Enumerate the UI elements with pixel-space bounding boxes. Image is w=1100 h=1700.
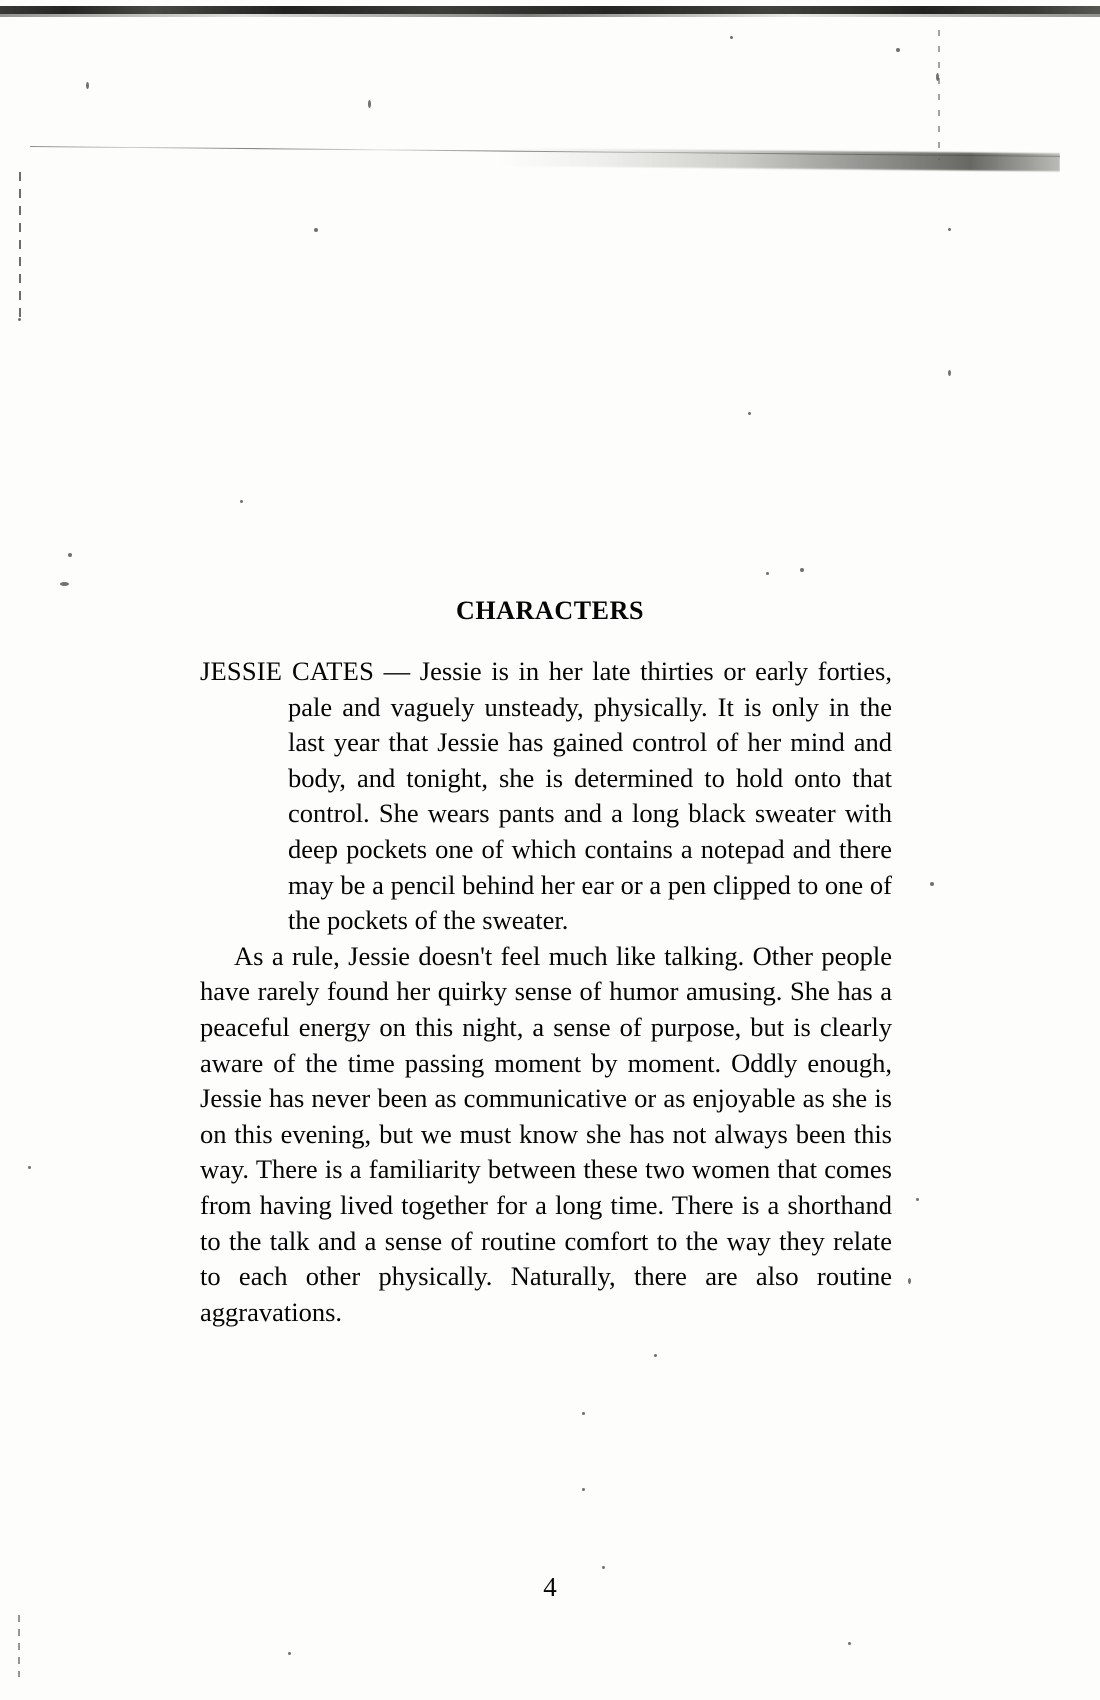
page-number: 4 [543,1572,557,1602]
character-description-block [200,654,892,1330]
character-second-paragraph: As a rule, Jessie doesn't feel much like talking. Other people have rarely found her quirky sense of humor amusing. She has a peaceful energy on this night, a sense of purpose, but is clearly aware of the time passing moment by moment. Oddly enough, Jessie has never been as communicative or as enjoyable as she is on this evening, but we must know she has not always been this way. There is a familiarity between these two women that comes from having lived together for a long time. There is a shorthand to the talk and a sense of routine comfort to the way they relate to each other physically. Naturally, there are also routine aggravations. [200,940,892,1327]
character-name: JESSIE CATES [200,656,375,686]
character-name-dash: — [374,656,420,686]
page-title: CHARACTERS [455,596,645,625]
character-description-text: Jessie is in her late thirties or early forties, pale and vaguely unsteady, physically. It is only in the last year that Jessie has gained control of her mind and body, and tonight, she is determined to hold onto that control. She wears pants and a long black sweater with deep pockets one of which contains a notepad and there may be a pencil behind her ear or a pen clipped to one of the pockets of the sweater. [288,656,892,936]
character-entry-paragraph [200,654,892,939]
